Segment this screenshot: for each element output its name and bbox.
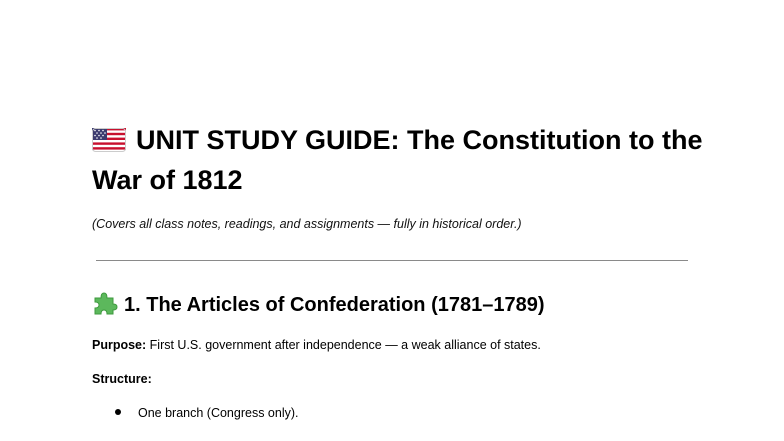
bullet-icon <box>115 409 121 415</box>
purpose-paragraph <box>92 337 541 353</box>
us-flag-icon <box>92 123 126 147</box>
purpose-text: First U.S. government after independence — a weak alliance of states. <box>146 338 541 352</box>
document-subtitle: (Covers all class notes, readings, and assignments — fully in historical order.) <box>92 217 522 231</box>
section-heading-articles <box>92 290 545 319</box>
title-text: UNIT STUDY GUIDE: The Constitution to the War of 1812 <box>92 125 703 195</box>
purpose-label: Purpose: <box>92 338 147 352</box>
list-item-text: One branch (Congress only). <box>138 406 299 420</box>
section-heading-text: 1. The Articles of Confederation (1781–1789) <box>124 294 545 316</box>
document-title <box>92 120 712 200</box>
puzzle-piece-icon <box>92 290 118 316</box>
structure-label: Structure: <box>92 372 152 386</box>
list-item <box>115 405 299 421</box>
horizontal-divider <box>96 260 688 261</box>
